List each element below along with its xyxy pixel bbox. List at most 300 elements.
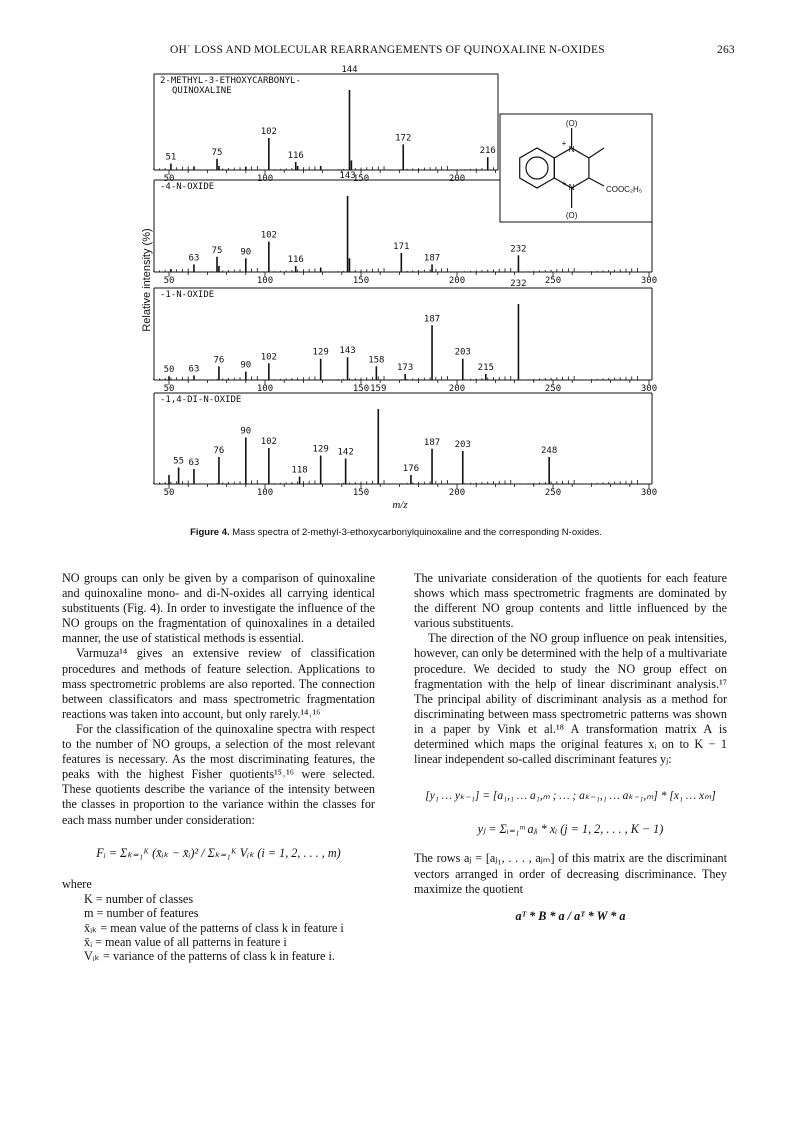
minor-peak [228,378,229,380]
minor-peak [384,268,385,272]
minor-peak [159,482,160,484]
peak-label: 203 [454,347,471,358]
x-tick-label: 50 [163,276,175,286]
minor-peak [361,378,362,380]
x-tick-label: 50 [163,174,175,184]
minor-peak [482,482,483,484]
minor-peak [464,271,465,272]
spectrum-peak [299,477,301,485]
caption-label: Figure 4. [190,527,230,538]
minor-peak [591,483,592,484]
paragraph: NO groups can only be given by a comparison of quinoxaline and quinoxaline mono- and di-N-oxides all carrying identical substituents (Fig. 4). In order to investigate the influence of the NO groups on the fragmentation of quinoxalines in a detailed manner, the use of statistical methods is essential. [62,571,375,646]
peak-label: 55 [173,456,185,467]
minor-peak [234,482,235,484]
peak-label: 216 [479,146,496,157]
minor-peak [165,168,166,170]
minor-peak [257,268,258,272]
y-axis-label: Relative intensity (%) [141,228,153,332]
spectrum-peak [349,258,351,272]
x-tick-label: 200 [448,276,466,286]
minor-peak [280,271,281,272]
minor-peak [153,169,154,170]
minor-peak [597,271,598,272]
minor-peak [303,377,304,380]
minor-peak [631,376,632,380]
minor-peak [257,166,258,170]
peak-label: 144 [341,65,358,75]
minor-peak [545,378,546,380]
minor-peak [280,169,281,170]
peak-label: 102 [260,230,277,241]
minor-peak [240,377,241,380]
peak-label: 171 [393,242,410,252]
minor-peak [372,167,373,170]
peak-label: 75 [211,147,223,158]
minor-peak [626,481,627,484]
minor-peak [372,377,373,380]
peak-label: 232 [510,244,527,255]
minor-peak [286,482,287,484]
minor-peak [476,378,477,380]
minor-peak [217,483,218,484]
minor-peak [309,167,310,170]
minor-peak [378,166,379,170]
spectrum-peak [216,257,218,272]
minor-peak [476,270,477,272]
minor-peak [176,377,177,380]
minor-peak [568,376,569,380]
minor-peak [493,167,494,170]
where-label: where [62,876,92,891]
minor-peak [366,377,367,380]
minor-peak [182,167,183,170]
x-tick-label: 100 [256,276,274,286]
spectrum-peak [347,357,349,380]
panel-title: 2-METHYL-3-ETHOXYCARBONYL- [160,76,301,86]
minor-peak [338,169,339,170]
minor-peak [620,269,621,272]
minor-peak [568,268,569,272]
minor-peak [556,269,557,272]
minor-peak [591,379,592,380]
minor-peak [286,168,287,170]
minor-peak [234,270,235,272]
paragraph: The univariate consideration of the quotients for each feature shows which mass spectrometric fragments are dominated by the different NO group contents and little influenced by the various substituents. [414,571,727,631]
minor-peak [211,271,212,272]
minor-peak [464,483,465,484]
minor-peak [366,269,367,272]
minor-peak [384,376,385,380]
minor-peak [343,271,344,272]
spectrum-peak [485,374,487,380]
minor-peak [245,167,246,170]
minor-peak [464,379,465,380]
spectrum-peak [377,409,379,484]
minor-peak [176,481,177,484]
minor-peak [222,168,223,170]
peak-label: 143 [339,171,356,181]
minor-peak [551,378,552,380]
minor-peak [608,270,609,272]
right-column [414,571,727,924]
matrix-equation: [y₁ … yₖ₋₁] = [a₁,₁ … a₁,ₘ ; … ; aₖ₋₁,₁ … aₖ₋₁,ₘ] * [x₁ … xₘ] [425,790,716,803]
spectrum-peak [320,456,322,485]
minor-peak [620,481,621,484]
x-tick-label: 50 [163,488,175,498]
minor-peak [320,166,321,170]
minor-peak [378,376,379,380]
peak-label: 90 [240,360,252,371]
minor-peak [528,271,529,272]
minor-peak [505,376,506,380]
peak-label: 102 [260,127,277,137]
minor-peak [251,268,252,272]
minor-peak [320,376,321,380]
minor-peak [309,481,310,484]
minor-peak [315,376,316,380]
minor-peak [366,481,367,484]
peak-label: 102 [260,352,277,363]
minor-peak [597,379,598,380]
minor-peak [482,378,483,380]
peak-label: 129 [312,347,329,358]
minor-peak [171,270,172,272]
minor-peak [211,379,212,380]
minor-peak [608,378,609,380]
peak-label: 90 [240,426,252,437]
minor-peak [441,268,442,272]
x-tick-label: 250 [544,276,562,286]
peak-label: 129 [312,444,329,455]
plus-top-label: + [561,139,567,148]
minor-peak [343,169,344,170]
spectrum-peak [268,363,270,380]
spectrum-peak [376,366,378,380]
minor-peak [159,270,160,272]
quotient-equation: aᵀ * B * a / aᵀ * W * a [515,908,626,923]
minor-peak [291,270,292,272]
minor-peak [303,167,304,170]
peak-label: 63 [188,364,200,375]
peak-label: 215 [477,362,494,373]
minor-peak [315,268,316,272]
minor-peak [418,482,419,484]
peak-label: 102 [260,437,277,447]
minor-peak [407,271,408,272]
minor-peak [441,166,442,170]
minor-peak [499,481,500,484]
peak-label: 158 [368,355,385,366]
minor-peak [412,270,413,272]
minor-peak [539,378,540,380]
peak-label: 248 [541,446,558,456]
minor-peak [401,379,402,380]
paragraph: The rows aⱼ = [aⱼ₁, . . . , aⱼₘ] of this matrix are the discriminant vectors arranged in order of decreasing discriminance. They maximize the quotient [414,851,727,896]
definition-list [84,892,375,964]
minor-peak [355,168,356,170]
x-tick-label: 50 [163,384,175,394]
peak-label: 63 [188,253,200,264]
minor-peak [315,480,316,484]
x-tick-label: 250 [544,488,562,498]
peak-label: 143 [339,346,356,357]
minor-peak [366,167,367,170]
minor-peak [487,168,488,170]
spectrum-peak [431,264,433,272]
spectrum-peak [268,242,270,272]
minor-peak [487,270,488,272]
definition-item: x̄ᵢ = mean value of all patterns in feature i [84,935,287,949]
minor-peak [338,483,339,484]
minor-peak [320,480,321,484]
minor-peak [291,378,292,380]
minor-peak [556,481,557,484]
spectrum-peak [431,449,433,484]
minor-peak [211,169,212,170]
x-tick-label: 200 [448,488,466,498]
minor-peak [274,169,275,170]
paragraph: For the classification of the quinoxaline spectra with respect to the number of NO groups, a selection of the most relevant features is necessary. As the most discriminating features, the peaks with the highest Fisher quotients¹⁵˒¹⁶ were selected. These quotients describe the variance of the intensity between the classes in proportion to the variance within the classes for each mass number under consideration: [62,721,375,827]
minor-peak [257,480,258,484]
minor-peak [603,378,604,380]
minor-peak [470,483,471,484]
minor-peak [574,480,575,484]
peak-label: 187 [423,437,441,448]
minor-peak [435,377,436,380]
spectrum-peak [268,448,270,484]
peak-label: 172 [395,133,412,144]
spectrum-peak [410,475,412,484]
mass-spectra-figure [0,0,792,520]
minor-peak [505,480,506,484]
peak-label: 116 [287,254,304,265]
minor-peak [349,482,350,484]
minor-peak [614,378,615,380]
minor-peak [159,378,160,380]
minor-peak [343,379,344,380]
minor-peak [441,376,442,380]
minor-peak [159,168,160,170]
page-number: 263 [717,44,735,56]
minor-peak [338,379,339,380]
minor-peak [165,270,166,272]
minor-peak [228,168,229,170]
minor-peak [424,378,425,380]
x-tick-label: 250 [544,384,562,394]
minor-peak [430,269,431,272]
minor-peak [430,167,431,170]
spectrum-peak [295,162,297,170]
minor-peak [533,379,534,380]
spectrum-peak [402,144,404,170]
minor-peak [280,379,281,380]
minor-peak [286,378,287,380]
minor-peak [401,169,402,170]
x-tick-label: 300 [640,384,658,394]
minor-peak [545,482,546,484]
minor-peak [320,268,321,272]
minor-peak [234,168,235,170]
minor-peak [245,269,246,272]
minor-peak [562,377,563,380]
minor-peak [441,480,442,484]
minor-peak [384,480,385,484]
x-axis-label: m/z [392,499,408,511]
peak-label: 51 [165,152,177,163]
minor-peak [574,268,575,272]
minor-peak [343,483,344,484]
minor-peak [194,376,195,380]
minor-peak [176,167,177,170]
spectrum-peak [518,304,520,380]
minor-peak [574,376,575,380]
paragraph: Varmuza¹⁴ gives an extensive review of classification procedures and methods of feature selection. Applications to mass spectrometric problems are also reported. The connection between classificators and mass spectrometric fragmentation reactions was taken into account, but only rarely.¹⁴˒¹⁶ [62,646,375,721]
peak-label: 118 [291,465,308,476]
minor-peak [470,271,471,272]
minor-peak [217,379,218,380]
minor-peak [597,483,598,484]
minor-peak [424,482,425,484]
minor-peak [361,482,362,484]
spectrum-peak [245,438,247,485]
x-tick-label: 300 [640,276,658,286]
minor-peak [551,270,552,272]
minor-peak [631,268,632,272]
minor-peak [217,271,218,272]
minor-peak [539,482,540,484]
minor-peak [194,268,195,272]
minor-peak [493,377,494,380]
minor-peak [562,269,563,272]
minor-peak [303,269,304,272]
minor-peak [240,481,241,484]
minor-peak [251,166,252,170]
minor-peak [493,269,494,272]
spectrum-peak [218,457,220,484]
spectrum-peak [401,253,403,272]
minor-peak [153,379,154,380]
minor-peak [418,270,419,272]
minor-peak [545,270,546,272]
minor-peak [245,481,246,484]
peak-label: 76 [213,355,225,366]
minor-peak [291,168,292,170]
minor-peak [361,168,362,170]
minor-peak [297,168,298,170]
spectrum-peak [548,457,550,484]
minor-peak [418,378,419,380]
minor-peak [482,168,483,170]
minor-peak [251,480,252,484]
o-top-label: (O) [565,119,578,128]
definition-item: x̄ᵢₖ = mean value of the patterns of class k in feature i [84,920,344,935]
x-tick-label: 150 [352,276,370,286]
panel-title: -1-N-OXIDE [160,290,215,300]
peak-label: 173 [397,362,414,373]
minor-peak [435,481,436,484]
minor-peak [274,271,275,272]
minor-peak [614,270,615,272]
minor-peak [603,482,604,484]
paragraph: The direction of the NO group influence on peak intensities, however, can only be determined with the help of a multivariate procedure. We decided to study the NO group effect on fragmentation with the help of linear discriminant analysis.¹⁷ The principal ability of discriminant analysis as a method for discriminating between mass spectrometric patterns was shown in a paper by Vink et al.¹⁸ A transformation matrix A is determined which maps the original features xᵢ on to K − 1 linear independent so-called discriminant features yⱼ: [414,631,727,767]
peak-label: 142 [337,447,354,458]
minor-peak [620,377,621,380]
minor-peak [182,377,183,380]
minor-peak [637,268,638,272]
minor-peak [297,270,298,272]
minor-peak [355,270,356,272]
minor-peak [505,268,506,272]
figure-caption [0,527,792,538]
spectrum-peak [462,451,464,484]
x-tick-label: 150 [352,384,370,394]
discriminant-equation: yⱼ = Σᵢ₌₁ᵐ aⱼᵢ * xᵢ (j = 1, 2, . . . , K − 1) [477,822,664,837]
minor-peak [315,166,316,170]
minor-peak [361,270,362,272]
minor-peak [372,269,373,272]
minor-peak [222,482,223,484]
minor-peak [464,169,465,170]
definition-item: K = number of classes [84,891,194,906]
minor-peak [418,168,419,170]
x-tick-label: 100 [256,174,274,184]
peak-label: 203 [454,440,471,450]
definition-item: Vᵢₖ = variance of the patterns of class k in feature i. [84,949,335,964]
plus-bottom-label: + [561,179,567,188]
minor-peak [257,376,258,380]
minor-peak [631,480,632,484]
panel-title: QUINOXALINE [172,86,232,96]
minor-peak [280,483,281,484]
minor-peak [487,482,488,484]
minor-peak [228,482,229,484]
spectrum-peak [268,138,270,170]
definition-item: m = number of features [84,906,199,921]
peak-label: 232 [510,279,527,289]
running-title: OH˙ LOSS AND MOLECULAR REARRANGEMENTS OF QUINOXALINE N-OXIDES [170,44,605,56]
minor-peak [384,166,385,170]
minor-peak [240,167,241,170]
o-bottom-label: (O) [565,211,578,220]
panel-title: -4-N-OXIDE [160,182,215,192]
minor-peak [533,483,534,484]
minor-peak [234,378,235,380]
minor-peak [608,482,609,484]
minor-peak [171,378,172,380]
minor-peak [591,271,592,272]
minor-peak [401,483,402,484]
minor-peak [424,270,425,272]
minor-peak [476,168,477,170]
minor-peak [614,482,615,484]
minor-peak [470,379,471,380]
minor-peak [349,270,350,272]
peak-label: 187 [423,314,441,325]
minor-peak [447,376,448,380]
minor-peak [626,377,627,380]
spectrum-peak [168,475,170,484]
minor-peak [338,271,339,272]
fisher-equation: Fᵢ = Σₖ₌₁ᴷ (x̄ᵢₖ − x̄ᵢ)² / Σₖ₌₁ᴷ Vᵢₖ (i = 1, 2, . . . , m) [96,845,341,860]
minor-peak [291,482,292,484]
spectrum-peak [216,159,218,170]
peak-label: 75 [211,245,223,256]
minor-peak [412,482,413,484]
minor-peak [510,480,511,484]
spectrum-peak [404,374,406,380]
panel-title: -1,4-DI-N-OXIDE [160,395,242,405]
minor-peak [562,481,563,484]
